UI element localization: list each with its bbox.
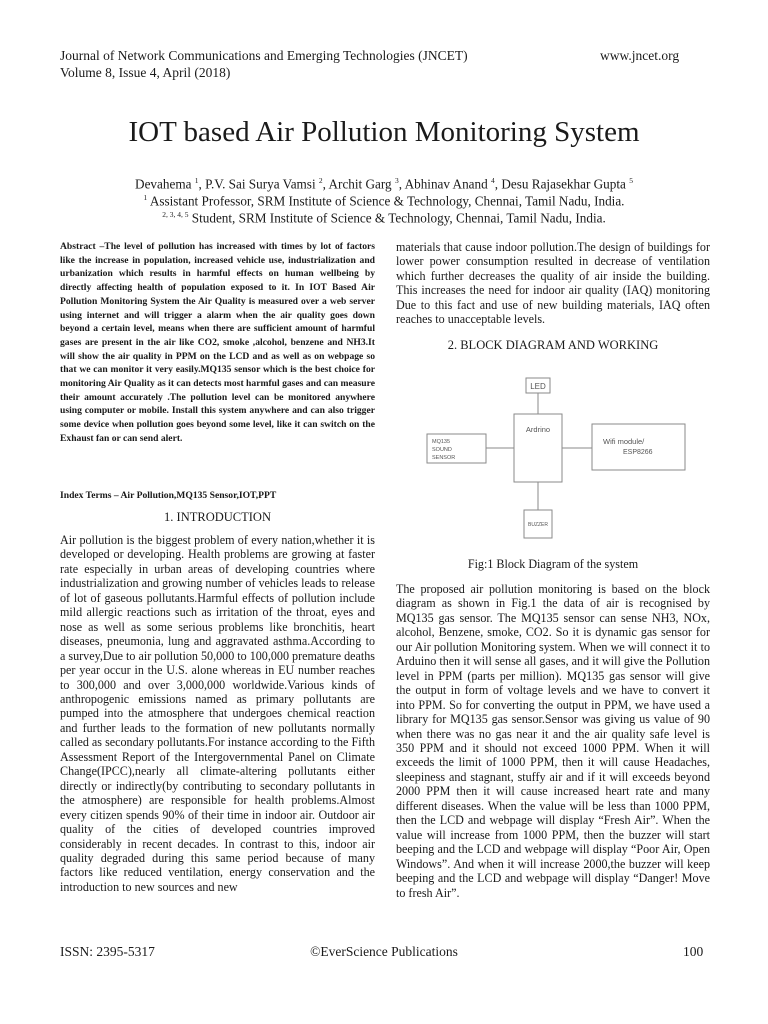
author-name: P.V. Sai Surya Vamsi: [205, 176, 316, 192]
buzzer-label: BUZZER: [528, 522, 548, 528]
affiliation-sup: 1: [143, 193, 148, 202]
author-sup: 3: [394, 176, 399, 185]
buzzer-block: [524, 510, 552, 538]
arduino-block: [514, 414, 562, 482]
journal-website: www.jncet.org: [600, 48, 680, 63]
wifi-label-line1: Wifi module/: [603, 437, 645, 446]
index-terms: Index Terms – Air Pollution,MQ135 Sensor,IOT,PPT: [60, 490, 277, 501]
author-sup: 1: [194, 176, 199, 185]
affiliation-sup: 2, 3, 4, 5: [162, 210, 189, 219]
section-heading-introduction: 1. INTRODUCTION: [164, 510, 271, 524]
indoor-pollution-text: materials that cause indoor pollution.The design of buildings for lower power consumption resulted in decrease of ventilation which further decreases the quality of air inside the building. This increases the need for indoor air quality (IAQ) monitoring Due to this fact and use of new building materials, IAQ often reaches to unacceptable levels.: [396, 240, 710, 327]
sensor-label-line3: SENSOR: [432, 455, 456, 461]
paper-title: IOT based Air Pollution Monitoring System: [128, 116, 640, 148]
affiliation-text: Student, SRM Institute of Science & Technology, Chennai, Tamil Nadu, India.: [191, 210, 606, 226]
led-block: [526, 378, 550, 393]
sensor-label-line2: SOUND: [432, 447, 452, 453]
led-label: LED: [530, 382, 546, 391]
footer-issn: ISSN: 2395-5317: [60, 944, 155, 959]
author-list: Devahema $^1$, P.V. Sai Surya Vamsi $^2$, Archit Garg $^3$, Abhinav Anand $^4$, Desu Rajasekhar Gupta $^5$: [135, 176, 633, 192]
figure-caption: Fig:1 Block Diagram of the system: [467, 557, 639, 571]
sensor-block: [427, 434, 486, 463]
author-name: Abhinav Anand: [404, 176, 488, 192]
footer-publisher: ©EverScience Publications: [310, 944, 458, 959]
introduction-text: Air pollution is the biggest problem of every nation,whether it is developed or developing. Health problems are growing at faster rate especially in urban areas of developing countries where industrialization and growing number of vehicles leads to release of lot of gaseous pollutants.Harmful effects of pollution include mild allergic reactions such as irritation of the throat, eyes and nose as well as some serious problems like bronchitis, heart diseases, pneumonia, lung and aggravated asthma.According to a survey,Due to air pollution 50,000 to 100,000 premature deaths per year occur in the U.S. alone whereas in EU number reaches to 300,000 and over 3,000,000 worldwide.Various kinds of anthropogenic emissions named as primary pollutants are pumped into the atmosphere that undergoes chemical reaction and further leads to the formation of new pollutants normally called as secondary pollutants.For instance according to the Fifth Assessment Report of the Intergovernmental Panel on Climate Change(IPCC),nearly all climate-altering pollutants either directly or indirectly(by contributing to secondary pollutants in the atmosphere) are responsible for health problems.Almost every citizen spends 90% of their time in indoor air. Outdoor air quality of the cities of developed countries improved considerably in recent decades. In contrast to this, indoor air quality degraded during this same period because of many factors like reduced ventilation, energy conservation and the introduction to new sources and new: [60, 533, 376, 894]
affiliation-1: [0, 193, 768, 209]
author-name: Desu Rajasekhar Gupta: [501, 176, 626, 192]
block-diagram: [425, 376, 690, 544]
system-description-text: The proposed air pollution monitoring is based on the block diagram as shown in Fig.1 the data of air is recognised by MQ135 gas sensor. The MQ135 sensor can sense NH3, NOx, alcohol, Benzene, smoke, CO2. So it is dynamic gas sensor for our Air pollution Monitoring system. When we will connect it to Arduino then it will sense all gases, and it will give the Pollution level in PPM (parts per million). MQ135 gas sensor will give the output in form of voltage levels and we have to convert it into PPM. So for converting the output in PPM, we have used a library for MQ135 gas sensor.Sensor was giving us value of 90 when there was no gas near it and the air quality safe level is 350 PPM and it should not exceed 1000 PPM. When it will exceeds the limit of 1000 PPM, then it will cause Headaches, sleepiness and stagnant, stuffy air and if it will exceeds beyond 2000 PPM then it will cause increased heart rate and many different diseases. When the value will be less than 1000 PPM, then the LCD and webpage will display “Fresh Air”. When the value will increase from 1000 PPM, then the buzzer will start beeping and the LCD and webpage will display “Poor Air, Open Windows”. And when it will increase 2000,the buzzer will keep beeping and the LCD and webpage will display “Danger! Move to fresh Air”.: [396, 582, 710, 900]
affiliation-2: [0, 210, 768, 226]
author-sup: 4: [491, 176, 495, 185]
page-number: 100: [683, 944, 704, 959]
sensor-label-line1: MQ135: [432, 439, 451, 445]
wifi-label-line2: ESP8266: [623, 449, 653, 456]
author-sup: 5: [629, 176, 633, 185]
abstract: Abstract –The level of pollution has increased with times by lot of factors like the increase in population, increased vehicle use, industrialization and urbanization which results in harmful effects on human wellbeing by directly affecting health of population exposed to it. In IOT Based Air Pollution Monitoring System the Air Quality is measured over a web server using internet and will trigger a alarm when the air quality goes down beyond a certain level, means when there are sufficient amount of harmful gases are present in the air like CO2, smoke ,alcohol, benzene and NH3.It will show the air quality in PPM on the LCD and as well as on webpage so that we can monitor it very easily.MQ135 sensor which is the best choice for monitoring Air Quality as it can detects most harmful gases and can measure their amount accurately .The pollution level can be monitored anywhere using computer or mobile. Install this system anywhere and can also trigger some device when pollution goes beyond some level, like it can switch on the Exhaust fan or can send alert.: [60, 241, 375, 444]
journal-volume: Volume 8, Issue 4, April (2018): [60, 65, 231, 80]
affiliation-text: Assistant Professor, SRM Institute of Science & Technology, Chennai, Tamil Nadu, India.: [149, 193, 625, 209]
author-name: Devahema: [135, 176, 192, 192]
journal-name: Journal of Network Communications and Emerging Technologies (JNCET): [60, 48, 468, 63]
author-name: Archit Garg: [328, 176, 392, 192]
wifi-block: [592, 424, 685, 470]
arduino-label: Ardrino: [525, 425, 551, 434]
author-sup: 2: [318, 176, 323, 185]
section-heading-block-diagram: 2. BLOCK DIAGRAM AND WORKING: [447, 338, 659, 352]
